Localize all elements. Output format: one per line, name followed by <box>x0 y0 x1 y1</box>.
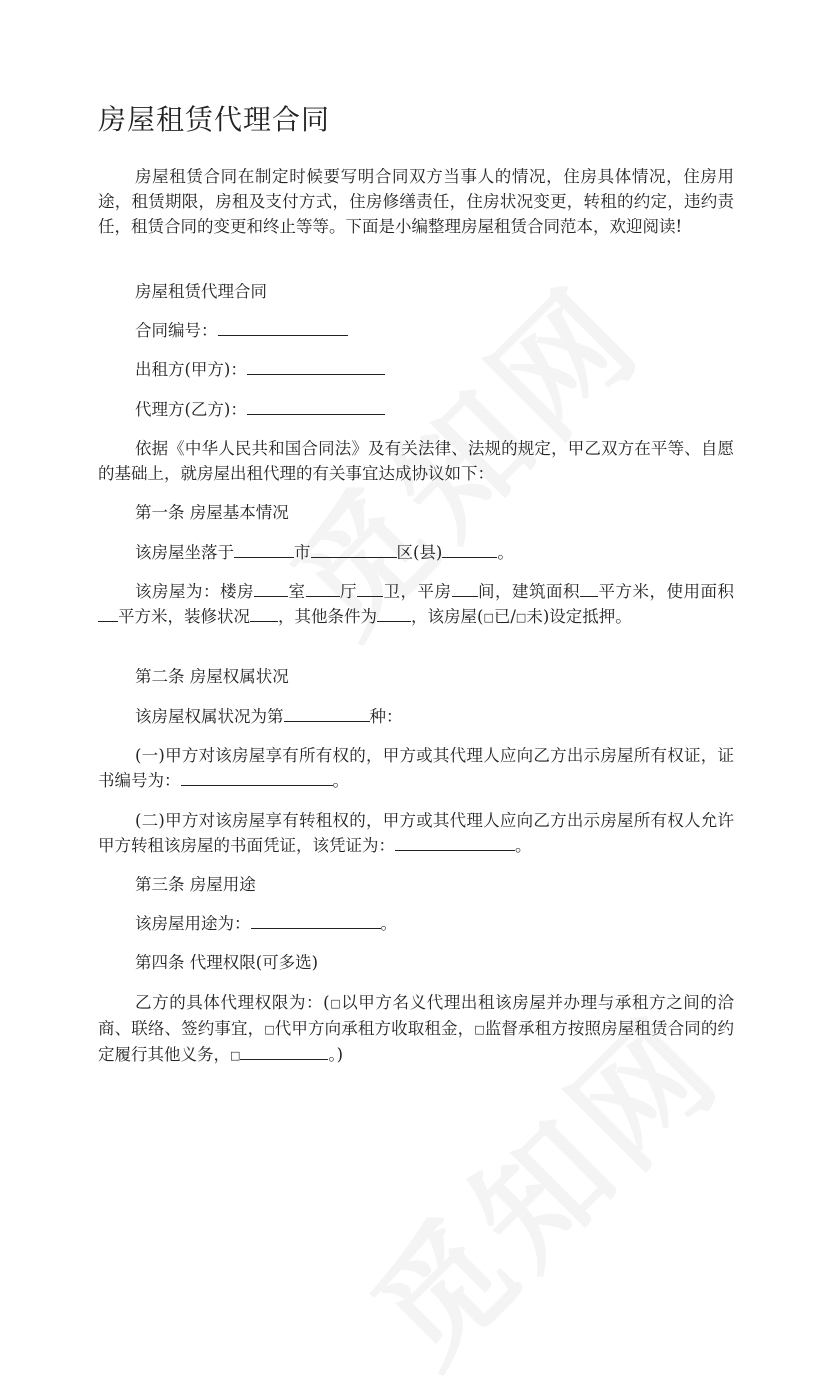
text: 。) <box>328 1045 344 1064</box>
usage-blank <box>251 912 381 929</box>
checkbox-icon[interactable]: □ <box>230 1049 241 1062</box>
text: 。 <box>332 771 349 790</box>
checkbox-icon[interactable]: □ <box>483 611 494 624</box>
article2-heading: 第二条 房屋权属状况 <box>135 667 289 686</box>
text: 厅 <box>339 582 357 601</box>
halls-blank <box>306 580 340 597</box>
text: 代甲方向承租方收取租金， <box>274 1019 475 1038</box>
agent-label: 代理方(乙方)： <box>135 400 247 419</box>
text: 已/ <box>493 607 516 626</box>
article3-line <box>98 911 734 936</box>
text: 该房屋权属状况为第 <box>135 707 284 726</box>
checkbox-icon[interactable]: □ <box>329 997 342 1010</box>
text: (一)甲方对该房屋享有所有权的，甲方或其代理人应向乙方出示房屋所有权证，证书编号为： <box>98 746 734 790</box>
text: (二)甲方对该房屋享有转租权的，甲方或其代理人应向乙方出示房屋所有权人允许甲方转租该房屋的书面凭证，该凭证为： <box>98 811 734 855</box>
text: 该房屋用途为： <box>135 914 251 933</box>
article3-heading: 第三条 房屋用途 <box>135 875 256 894</box>
contract-number-blank <box>218 319 348 336</box>
city-blank <box>234 541 294 558</box>
text: 卫，平房 <box>383 582 452 601</box>
text: 该房屋为：楼房 <box>135 582 254 601</box>
text: 监督承租方按照房屋租赁合同的约定履行其他义务， <box>98 1019 735 1064</box>
decoration-blank <box>250 605 278 622</box>
rooms-blank <box>254 580 288 597</box>
certificate-number-blank <box>181 769 333 786</box>
ownership-type-blank <box>284 705 370 722</box>
text: 以甲方名义代理出租该房屋并办理与承租方之间的洽商、联络、签约事宜， <box>98 993 735 1038</box>
article4-content <box>98 990 734 1068</box>
text: 市 <box>294 543 311 562</box>
text: 。 <box>497 543 514 562</box>
address-blank <box>442 541 497 558</box>
article4-heading: 第四条 代理权限(可多选) <box>135 953 319 972</box>
contract-number-line <box>98 318 734 343</box>
district-blank <box>311 541 397 558</box>
document-title: 房屋租赁代理合同 <box>98 103 331 136</box>
text: 乙方的具体代理权限为：( <box>135 993 330 1012</box>
floor-area-blank <box>580 580 598 597</box>
lessor-label: 出租方(甲方)： <box>135 360 247 379</box>
bungalow-blank <box>452 580 478 597</box>
text: 。 <box>380 914 397 933</box>
article1-spec <box>98 579 734 630</box>
contract-subtitle: 房屋租赁代理合同 <box>135 282 267 301</box>
text: 区(县) <box>396 543 443 562</box>
intro-paragraph: 房屋租赁合同在制定时候要写明合同双方当事人的情况，住房具体情况，住房用途，租赁期限，房租及支付方式，住房修缮责任，住房状况变更，转租的约定，违约责任，租赁合同的变更和终止等等。下面是小编整理房屋租赁合同范本，欢迎阅读! <box>98 167 734 236</box>
basis-paragraph: 依据《中华人民共和国合同法》及有关法律、法规的规定，甲乙双方在平等、自愿的基础上，就房屋出租代理的有关事宜达成协议如下： <box>98 439 734 483</box>
article1-location <box>98 540 734 565</box>
checkbox-icon[interactable]: □ <box>515 611 527 624</box>
agent-line <box>98 397 734 422</box>
article2-item2 <box>98 808 734 858</box>
agent-blank <box>247 398 385 415</box>
checkbox-icon[interactable]: □ <box>474 1023 485 1036</box>
baths-blank <box>357 580 383 597</box>
other-duty-blank <box>240 1043 328 1060</box>
text: 未)设定抵押。 <box>526 607 632 626</box>
text: 平方米，使用面积 <box>598 582 734 601</box>
lessor-line <box>98 357 734 382</box>
text: 该房屋坐落于 <box>135 543 234 562</box>
text: 种： <box>369 707 403 726</box>
checkbox-icon[interactable]: □ <box>264 1023 275 1036</box>
text: 间，建筑面积 <box>477 582 580 601</box>
usable-area-blank <box>98 605 118 622</box>
lessor-blank <box>247 358 385 375</box>
article2-item1 <box>98 743 734 793</box>
other-conditions-blank <box>377 605 411 622</box>
text: 平方米，装修状况 <box>118 607 250 626</box>
voucher-blank <box>395 834 515 851</box>
text: ，其他条件为 <box>278 607 377 626</box>
text: 室 <box>288 582 306 601</box>
text: 。 <box>515 836 532 855</box>
contract-number-label: 合同编号： <box>135 321 218 340</box>
text: ，该房屋( <box>411 607 484 626</box>
article1-heading: 第一条 房屋基本情况 <box>135 503 289 522</box>
article2-line <box>98 704 734 729</box>
